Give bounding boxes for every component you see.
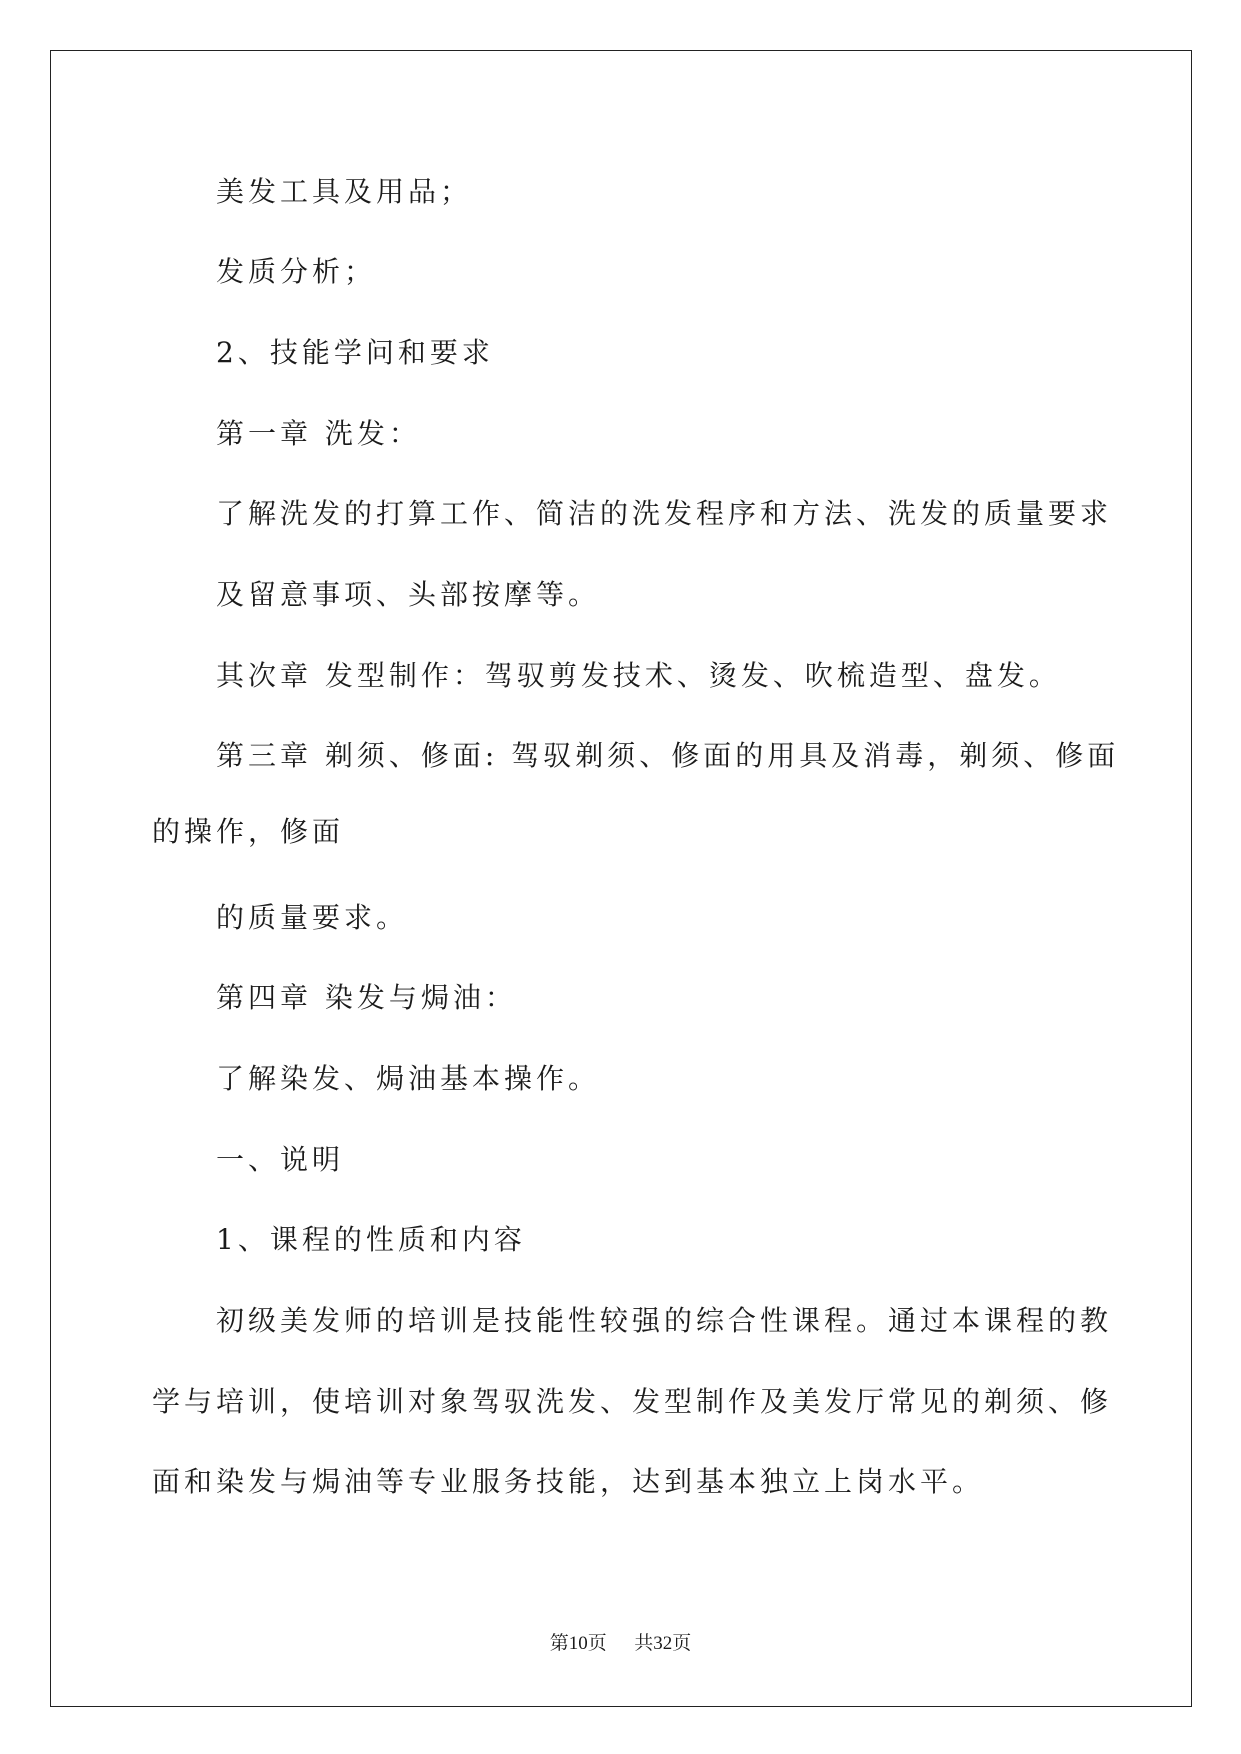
page-number-total: 共32页 — [634, 1633, 692, 1654]
page-number-current: 第10页 — [549, 1633, 607, 1654]
text-line: 的操作，修面 — [152, 815, 345, 848]
text-line: 第三章 剃须、修面: 驾驭剃须、修面的用具及消毒，剃须、修面 — [216, 739, 1120, 772]
text-line: 及留意事项、头部按摩等。 — [216, 578, 601, 611]
text-line: 第四章 染发与焗油： — [216, 981, 517, 1014]
text-line: 的质量要求。 — [216, 901, 409, 934]
text-line: 第一章 洗发： — [216, 417, 421, 450]
text-line: 了解洗发的打算工作、简洁的洗发程序和方法、洗发的质量要求 — [216, 497, 1113, 530]
page-border — [50, 50, 1192, 1707]
text-line: 2、技能学问和要求 — [216, 336, 494, 369]
text-line: 一、说明 — [216, 1143, 345, 1176]
text-line: 面和染发与焗油等专业服务技能，达到基本独立上岗水平。 — [152, 1465, 985, 1498]
text-line: 发质分析； — [216, 255, 377, 288]
text-line: 美发工具及用品； — [216, 175, 473, 208]
text-line: 初级美发师的培训是技能性较强的综合性课程。通过本课程的教 — [216, 1304, 1113, 1337]
text-line: 学与培训，使培训对象驾驭洗发、发型制作及美发厅常见的剃须、修 — [152, 1385, 1113, 1418]
text-line: 其次章 发型制作：驾驭剪发技术、烫发、吹梳造型、盘发。 — [216, 659, 1061, 692]
page-footer — [0, 1628, 1241, 1655]
text-line: 1、课程的性质和内容 — [216, 1223, 526, 1256]
text-line: 了解染发、焗油基本操作。 — [216, 1062, 601, 1095]
